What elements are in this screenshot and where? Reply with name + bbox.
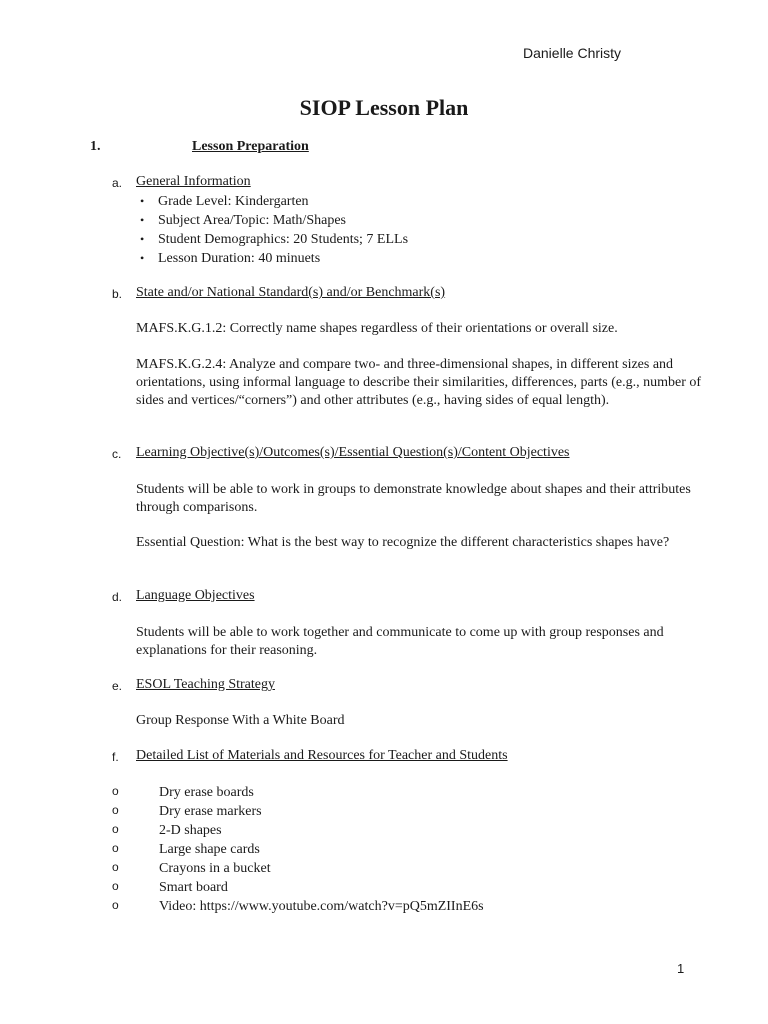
- list-item: • Student Demographics: 20 Students; 7 ELLs: [140, 232, 409, 247]
- list-item: o 2-D shapes: [112, 822, 222, 838]
- circle-bullet-marker: o: [112, 879, 119, 893]
- bullet-marker: •: [140, 232, 145, 246]
- list-item: o Smart board: [112, 879, 228, 895]
- list-item: [114, 897, 484, 916]
- language-objectives-heading: Language Objectives: [136, 588, 255, 603]
- essential-question-paragraph: Essential Question: What is the best way to recognize the different characteristics shapes have?: [136, 535, 670, 550]
- document-title: SIOP Lesson Plan: [299, 95, 469, 120]
- list-item: o Dry erase boards: [112, 784, 254, 800]
- list-item: • Grade Level: Kindergarten: [140, 194, 309, 209]
- bullet-marker: •: [140, 213, 145, 227]
- materials-heading: Detailed List of Materials and Resources for Teacher and Students: [136, 748, 508, 763]
- learning-objectives-heading: Learning Objective(s)/Outcomes(s)/Essential Question(s)/Content Objectives: [136, 445, 570, 460]
- item-f-letter: f.: [112, 750, 119, 764]
- video-link[interactable]: Video: https://www.youtube.com/watch?v=pQ5mZIInE6s: [159, 899, 484, 914]
- section-title: Lesson Preparation: [192, 139, 309, 154]
- objective-paragraph: Students will be able to work in groups to demonstrate knowledge about shapes and their attributes through comparisons.: [136, 482, 691, 515]
- page-number: 1: [677, 961, 685, 976]
- item-e-letter: e.: [112, 679, 123, 693]
- author-name: Danielle Christy: [523, 45, 622, 61]
- item-a-letter: a.: [112, 176, 123, 190]
- esol-strategy-paragraph: Group Response With a White Board: [136, 713, 345, 728]
- standards-heading: State and/or National Standard(s) and/or Benchmark(s): [136, 285, 446, 300]
- list-item: • Lesson Duration: 40 minuets: [140, 251, 321, 266]
- circle-bullet-marker: o: [112, 898, 119, 912]
- circle-bullet-marker: o: [112, 784, 119, 798]
- circle-bullet-marker: o: [112, 841, 119, 855]
- general-information-list: [136, 192, 408, 268]
- section-number: 1.: [90, 139, 101, 154]
- list-item: o Dry erase markers: [112, 803, 262, 819]
- general-information-heading: General Information: [136, 174, 251, 189]
- circle-bullet-marker: o: [112, 822, 119, 836]
- bullet-marker: •: [140, 194, 145, 208]
- bullet-marker: •: [140, 251, 145, 265]
- circle-bullet-marker: o: [112, 803, 119, 817]
- materials-list: [112, 783, 484, 916]
- list-item: • Subject Area/Topic: Math/Shapes: [140, 213, 346, 228]
- list-item: o Crayons in a bucket: [112, 860, 271, 876]
- language-objective-paragraph: Students will be able to work together and communicate to come up with group responses and explanations for their reasoning.: [136, 625, 664, 658]
- item-c-letter: c.: [112, 447, 122, 461]
- item-d-letter: d.: [112, 590, 123, 604]
- circle-bullet-marker: o: [112, 860, 119, 874]
- list-item: o Large shape cards: [112, 841, 260, 857]
- esol-strategy-heading: ESOL Teaching Strategy: [136, 677, 275, 692]
- standard-paragraph: MAFS.K.G.2.4: Analyze and compare two- and three-dimensional shapes, in different sizes and orientations, using informal language to describe their similarities, differences, parts (e.g., number of sides and vertices/“corners”) and other attributes (e.g., having sides of equal length).: [136, 357, 702, 408]
- standard-paragraph: MAFS.K.G.1.2: Correctly name shapes regardless of their orientations or overall size.: [136, 321, 618, 336]
- item-b-letter: b.: [112, 287, 123, 301]
